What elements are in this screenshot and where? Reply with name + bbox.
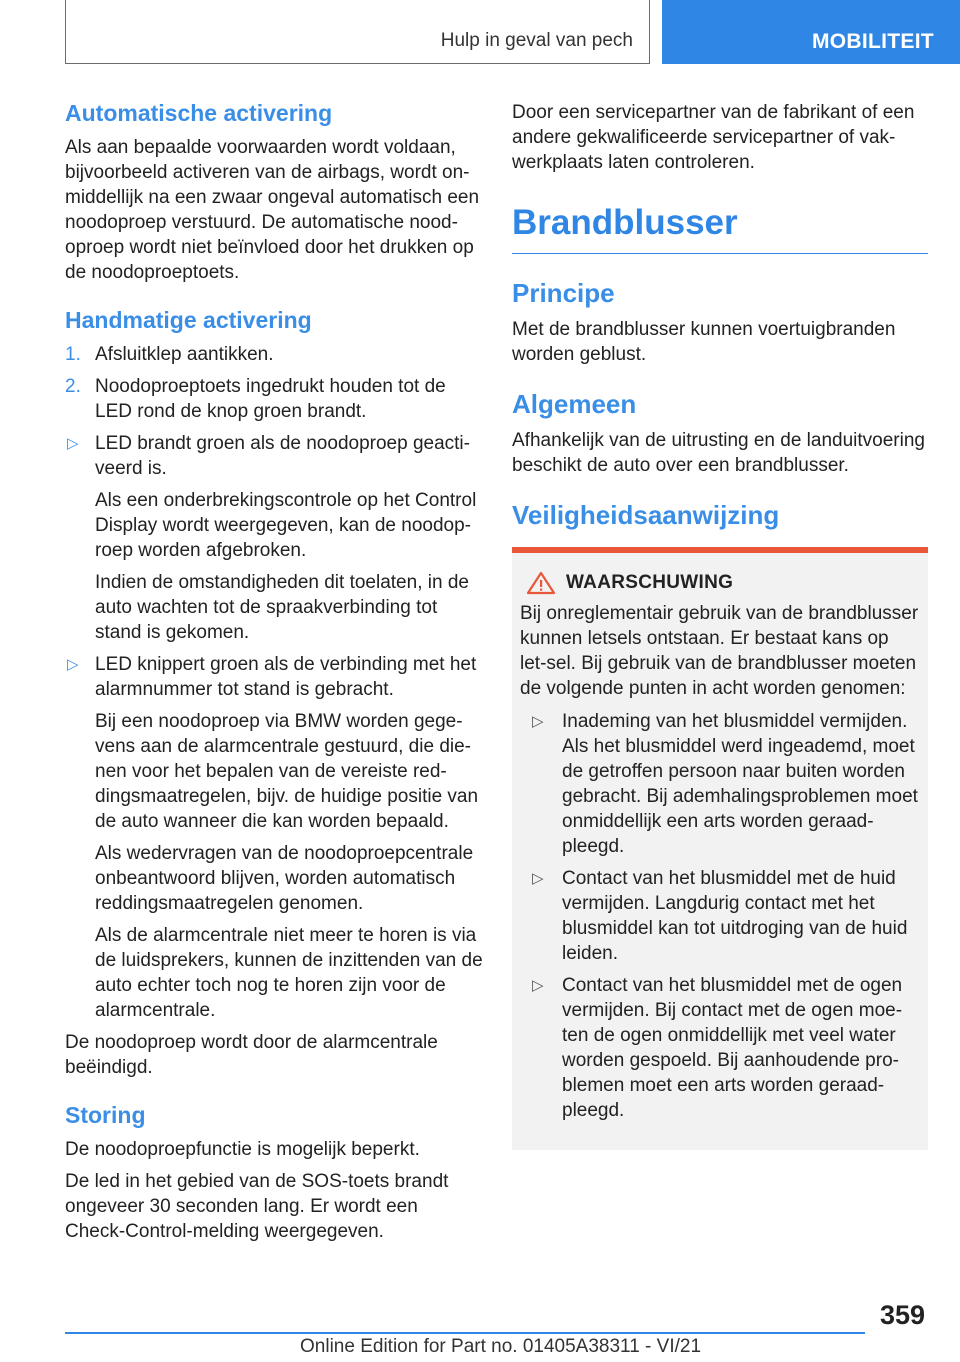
warning-text: Bij onreglementair gebruik van de brandblusser kunnen letsels ontstaan. Er bestaat kans op let-sel. Bij gebruik van de brandblusser moeten de volgende punten in acht worden genomen:	[520, 603, 919, 699]
sub-paragraph: Indien de omstandigheden dit toelaten, in de auto wachten tot de spraakverbinding tot stand is gekomen.	[95, 572, 469, 643]
heading-fire-extinguisher: Brandblusser	[512, 203, 928, 254]
warning-header	[520, 571, 920, 595]
warning-items	[520, 709, 920, 1123]
paragraph-end-call: De noodoproep wordt door de alarmcentrale beëindigd.	[65, 1032, 438, 1078]
warning-item-text: Contact van het blusmiddel met de huid vermijden. Langdurig contact met het blusmiddel kan tot uitdroging van de huid leiden.	[562, 868, 908, 964]
paragraph-malfunction-1: De noodoproepfunctie is mogelijk beperkt.	[65, 1139, 420, 1160]
heading-principle: Principe	[512, 278, 615, 308]
header-section-title: Hulp in geval van pech	[440, 30, 633, 51]
footer-divider	[65, 1332, 865, 1334]
footer-edition: Online Edition for Part no. 01405A38311 - VI/21	[300, 1336, 702, 1357]
step-1	[65, 342, 483, 367]
warning-item	[528, 709, 920, 859]
triangle-right-icon: ▷	[532, 713, 544, 730]
paragraph-general: Afhankelijk van de uitrusting en de landuitvoering beschikt de auto over een brandblusser.	[512, 430, 925, 476]
triangle-right-icon: ▷	[532, 977, 544, 994]
paragraph-malfunction-2: De led in het gebied van de SOS-toets brandt ongeveer 30 seconden lang. Er wordt een Check-Control-melding weergegeven.	[65, 1171, 449, 1242]
bullet-led-green	[65, 431, 483, 481]
bullet-text: LED knippert groen als de verbinding met het alarmnummer tot stand is gebracht.	[95, 654, 477, 700]
sub-paragraph: Als de alarmcentrale niet meer te horen is via de luidsprekers, kunnen de inzittenden van de auto echter toch nog te horen zijn voor de alarmcentrale.	[95, 925, 483, 1021]
paragraph-service-check: Door een servicepartner van de fabrikant of een andere gekwalificeerde servicepartner of vak-werkplaats laten controleren.	[512, 102, 915, 173]
warning-item	[528, 866, 920, 966]
step-text: Afsluitklep aantikken.	[95, 344, 274, 365]
triangle-right-icon: ▷	[67, 656, 79, 673]
triangle-right-icon: ▷	[67, 435, 79, 452]
header-section-box	[65, 0, 650, 64]
warning-title: WAARSCHUWING	[566, 572, 734, 593]
bullet-text: LED brandt groen als de noodoproep geacti-veerd is.	[95, 433, 470, 479]
right-column	[512, 100, 928, 1150]
sub-paragraph: Als een onderbrekingscontrole op het Control Display wordt weergegeven, kan de noodop-roep worden afgebroken.	[95, 490, 477, 561]
heading-malfunction: Storing	[65, 1102, 146, 1128]
warning-item	[528, 973, 920, 1123]
step-number: 2.	[65, 376, 81, 397]
step-2	[65, 374, 483, 424]
warning-item-text: Inademing van het blusmiddel vermijden. Als het blusmiddel werd ingeademd, moet de getroffen persoon naar buiten worden gebracht. Bij ademhalingsproblemen moet onmiddellijk een arts worden geraad-pleegd.	[562, 711, 918, 857]
sub-paragraph: Als wedervragen van de noodoproepcentrale onbeantwoord blijven, worden automatisch reddingsmaatregelen genomen.	[95, 843, 474, 914]
heading-general: Algemeen	[512, 389, 637, 419]
heading-safety-note: Veiligheidsaanwijzing	[512, 500, 780, 530]
step-text: Noodoproeptoets ingedrukt houden tot de LED rond de knop groen brandt.	[95, 376, 446, 422]
bullet-led-blinking	[65, 652, 483, 702]
header-chapter-tab: MOBILITEIT	[662, 0, 960, 64]
step-number: 1.	[65, 344, 81, 365]
heading-automatic-activation: Automatische activering	[65, 100, 333, 126]
sub-paragraph: Bij een noodoproep via BMW worden gege-vens aan de alarmcentrale gestuurd, die die-nen voor het bepalen van de vereiste red-dingsmaatregelen, bijv. de huidige positie van de auto wanneer die kan worden bepaald.	[95, 711, 479, 832]
left-column	[65, 100, 483, 1244]
heading-manual-activation: Handmatige activering	[65, 307, 312, 333]
warning-box	[512, 547, 928, 1150]
warning-item-text: Contact van het blusmiddel met de ogen vermijden. Bij contact met de ogen moe-ten de ogen onmiddellijk met veel water worden gespoeld. Bij aanhoudende pro-blemen moet een arts worden geraad-pleegd.	[562, 975, 903, 1121]
warning-triangle-icon	[526, 571, 556, 595]
triangle-right-icon: ▷	[532, 870, 544, 887]
page-number: 359	[880, 1300, 926, 1330]
paragraph-automatic-activation: Als aan bepaalde voorwaarden wordt voldaan, bijvoorbeeld activeren van de airbags, wordt on-middellijk na een zwaar ongeval automatisch een noodoproep verstuurd. De automatische nood-oproep wordt niet beïnvloed door het drukken op de noodoproeptoets.	[65, 137, 480, 283]
paragraph-principle: Met de brandblusser kunnen voertuigbranden worden geblust.	[512, 319, 896, 365]
